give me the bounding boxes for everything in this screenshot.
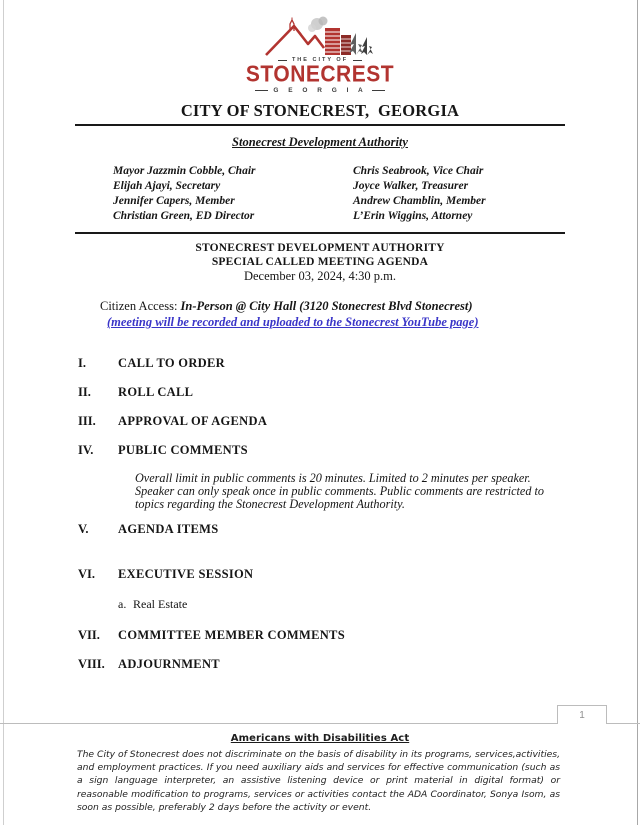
- page-number-tab: [557, 705, 607, 724]
- agenda-subitem-label: Real Estate: [133, 596, 188, 611]
- logo-stonecrest-text: STONECREST: [245, 62, 395, 87]
- page-left-edge: [3, 0, 4, 825]
- meeting-type: SPECIAL CALLED MEETING AGENDA: [211, 256, 429, 268]
- agenda-item-label: CALL TO ORDER: [118, 356, 225, 370]
- agenda-item-label: AGENDA ITEMS: [118, 521, 219, 536]
- member-row: Elijah Ajayi, Secretary: [113, 180, 221, 192]
- member-row: Joyce Walker, Treasurer: [353, 180, 469, 192]
- meeting-datetime: December 03, 2024, 4:30 p.m.: [243, 269, 397, 283]
- logo-state-left-bar: [255, 90, 268, 91]
- agenda-item-label: APPROVAL OF AGENDA: [118, 414, 268, 428]
- ada-text: The City of Stonecrest does not discriminate on the basis of disability in its programs, services,activities, and employment practices. If you need auxiliary aids and services for effective communication (such as a sign language interpreter, an assistive listening device or print material in digital format) or reasonable modification to programs, services or activities contact the ADA Coordinator, Sonya Isom, as soon as possible, preferably 2 days before the activity or event.: [77, 749, 560, 813]
- logo-right-bar: [353, 60, 362, 61]
- agenda-item-adjournment: [0, 657, 640, 672]
- document-title: CITY OF STONECREST, GEORGIA: [180, 101, 460, 120]
- agenda-item-committee-member-comments: [0, 628, 640, 643]
- agenda-item-roll-call: [0, 385, 640, 400]
- authority-subtitle: Stonecrest Development Authority: [232, 135, 408, 149]
- board-members-list: [0, 164, 640, 224]
- logo-georgia: [255, 87, 384, 94]
- members-right-column: [353, 164, 593, 224]
- citizen-access-label: Citizen Access:: [100, 299, 181, 313]
- agenda-item-label: EXECUTIVE SESSION: [118, 566, 254, 581]
- agenda-item-label: ADJOURNMENT: [118, 656, 220, 671]
- member-row: Jennifer Capers, Member: [113, 195, 235, 207]
- page-number: 1: [579, 709, 585, 721]
- agenda-item-executive-session: [0, 567, 640, 582]
- agenda-item-public-comments: [0, 443, 640, 458]
- citizen-access: [0, 299, 640, 330]
- member-row: Andrew Chamblin, Member: [353, 195, 486, 207]
- ada-notice: [0, 733, 640, 814]
- agenda-item-number: VII.: [78, 627, 100, 642]
- city-logo: [0, 0, 640, 94]
- agenda-subitem-real-estate: [0, 597, 640, 612]
- header-divider: [75, 124, 565, 126]
- member-row: Chris Seabrook, Vice Chair: [353, 165, 484, 177]
- meeting-heading: [0, 241, 640, 284]
- footer-divider: [0, 723, 640, 724]
- logo-state-right-bar: [372, 90, 385, 91]
- meeting-org: STONECREST DEVELOPMENT AUTHORITY: [195, 242, 445, 254]
- members-divider: [75, 232, 565, 234]
- agenda-item-call-to-order: [0, 356, 640, 371]
- agenda-item-number: II.: [78, 385, 91, 399]
- agenda-item-number: I.: [78, 356, 86, 370]
- agenda-item-label: ROLL CALL: [118, 385, 194, 399]
- agenda-item-label: PUBLIC COMMENTS: [118, 443, 248, 457]
- agenda-item-label: COMMITTEE MEMBER COMMENTS: [118, 627, 345, 642]
- youtube-recording-link[interactable]: (meeting will be recorded and uploaded to the Stonecrest YouTube page): [107, 315, 479, 329]
- logo-left-bar: [278, 60, 287, 61]
- citizen-access-location: In-Person @ City Hall (3120 Stonecrest Blvd Stonecrest): [180, 299, 473, 313]
- ada-title: Americans with Disabilities Act: [230, 733, 410, 744]
- agenda-item-agenda-items: [0, 522, 640, 537]
- agenda-item-number: III.: [78, 414, 96, 428]
- members-left-column: [113, 164, 353, 224]
- agenda-item-number: V.: [78, 521, 89, 536]
- page-right-edge: [637, 0, 638, 825]
- agenda-item-number: IV.: [78, 443, 94, 457]
- public-comments-note: Overall limit in public comments is 20 minutes. Limited to 2 minutes per speaker. Speaker can only speak once in public comments. Public comments are restricted to topics regarding the Stonecrest Development Authority.: [135, 471, 544, 512]
- agenda-list: [0, 356, 640, 672]
- agenda-item-approval-of-agenda: [0, 414, 640, 429]
- member-row: Mayor Jazzmin Cobble, Chair: [113, 165, 256, 177]
- city-logo-art-icon: [264, 15, 376, 59]
- agenda-subitem-number: a.: [118, 596, 127, 611]
- member-row: Christian Green, ED Director: [113, 210, 255, 222]
- logo-georgia-text: G E O R G I A: [273, 87, 367, 94]
- logo-the-city-of-text: THE CITY OF: [291, 57, 349, 63]
- agenda-item-number: VI.: [78, 566, 96, 581]
- agenda-item-number: VIII.: [78, 656, 105, 671]
- member-row: L’Erin Wiggins, Attorney: [353, 210, 473, 222]
